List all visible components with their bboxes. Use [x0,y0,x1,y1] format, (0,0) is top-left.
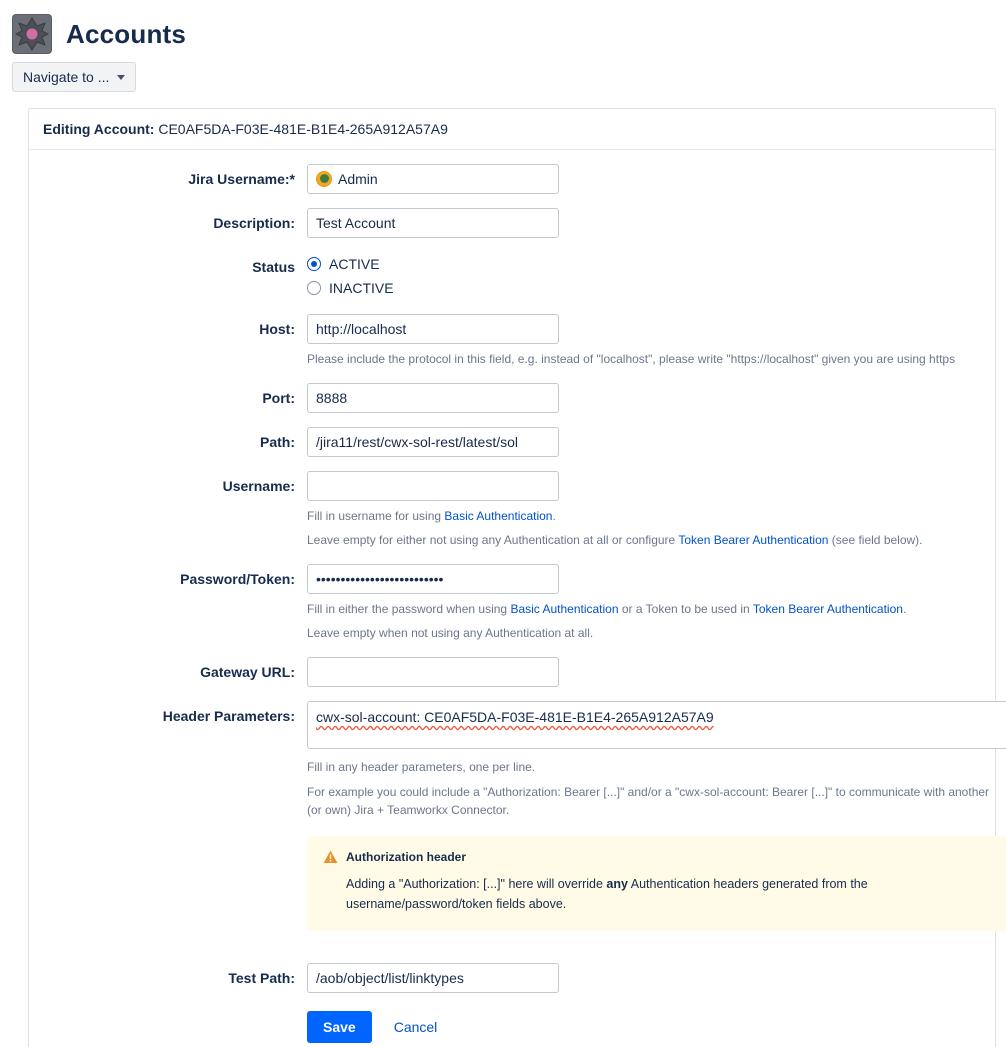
header-parameters-textarea[interactable] [307,701,1006,749]
row-port [29,383,995,413]
username-hint-1 [307,507,995,526]
row-host [29,314,995,369]
header-parameters-hint-1: Fill in any header parameters, one per line. [307,759,536,774]
account-form [29,150,995,1047]
panel-heading-value: CE0AF5DA-F03E-481E-B1E4-265A912A57A9 [158,121,448,137]
row-actions [29,1007,995,1043]
username-label: Username: [222,477,295,494]
test-path-input[interactable] [307,963,559,993]
radio-active-icon[interactable] [307,257,321,271]
authorization-header-warning [307,836,1006,931]
row-header-parameters [29,701,995,931]
warning-text-bold: any [606,876,628,891]
basic-auth-link[interactable]: Basic Authentication [444,508,553,523]
editing-account-panel [28,108,996,1047]
row-description [29,208,995,238]
password-hint-2: Leave empty when not using any Authentication at all. [307,626,594,641]
host-hint: Please include the protocol in this field, e.g. instead of "localhost", please write "https://localhost" given you are using https [307,352,956,366]
warning-text-pre: Adding a "Authorization: [...]" here will override [346,876,607,891]
radio-inactive-icon[interactable] [307,281,321,295]
row-status [29,252,995,300]
status-inactive-label: INACTIVE [329,280,394,296]
gateway-url-input[interactable] [307,657,559,687]
row-username [29,471,995,550]
gateway-url-label: Gateway URL: [200,663,295,680]
username-hint-2-pre: Leave empty for either not using any Authentication at all or configure [307,533,679,548]
host-label: Host: [259,321,295,337]
username-hint-2-post: (see field below). [828,533,923,548]
navigate-row [0,54,1006,92]
token-bearer-auth-link-2[interactable]: Token Bearer Authentication [752,601,903,616]
username-hint-1-pre: Fill in username for using [307,508,445,523]
row-password-token [29,564,995,643]
cancel-button[interactable]: Cancel [388,1018,444,1036]
warning-text-post: Authentication headers generated from the username/password/token fields above. [346,876,868,912]
row-gateway-url [29,657,995,687]
warning-icon [323,850,338,864]
path-label: Path: [260,433,295,450]
username-hint-1-post: . [552,508,556,523]
password-hint-1 [307,600,995,619]
host-input[interactable] [307,314,559,344]
user-avatar-icon [316,171,332,187]
panel-heading [29,109,995,150]
description-label: Description: [213,215,295,231]
save-button[interactable]: Save [307,1011,372,1043]
status-option-active[interactable] [307,252,995,276]
page-header [0,0,1006,54]
password-hint-1-pre: Fill in either the password when using [307,601,511,616]
port-input[interactable] [307,383,559,413]
status-active-label: ACTIVE [329,256,380,272]
username-hint-2 [307,531,995,550]
header-parameters-label: Header Parameters: [162,707,295,724]
row-path [29,427,995,457]
warning-text [346,874,996,915]
panel-heading-label: Editing Account: [43,121,155,137]
username-input[interactable] [307,471,559,501]
row-jira-username [29,164,995,194]
path-input[interactable] [307,427,559,457]
jira-username-value: Admin [338,171,378,187]
jira-username-label: Jira Username:* [188,171,295,187]
test-path-label: Test Path: [228,970,295,986]
navigate-to-dropdown[interactable] [12,62,136,92]
warning-title: Authorization header [346,849,467,864]
jira-username-input[interactable] [307,164,559,194]
description-input[interactable] [307,208,559,238]
password-token-label: Password/Token: [180,570,295,587]
page-title: Accounts [66,18,187,49]
status-option-inactive[interactable] [307,276,995,300]
password-hint-1-post: . [902,601,907,616]
password-token-input[interactable] [307,564,559,594]
app-logo-icon [12,14,52,54]
basic-auth-link-2[interactable]: Basic Authentication [510,601,619,616]
chevron-down-icon [117,75,125,80]
password-hint-1-mid: or a Token to be used in [618,601,753,616]
navigate-to-label: Navigate to ... [23,69,110,85]
token-bearer-auth-link[interactable]: Token Bearer Authentication [678,533,829,548]
row-test-path [29,963,995,993]
header-parameters-hint-2: For example you could include a "Authorization: Bearer [...]" and/or a "cwx-sol-account: Bearer [...]" to communicate with another (or own) Jira + Teamworkx Connector. [307,784,990,818]
status-label: Status [252,259,295,275]
port-label: Port: [262,389,295,406]
